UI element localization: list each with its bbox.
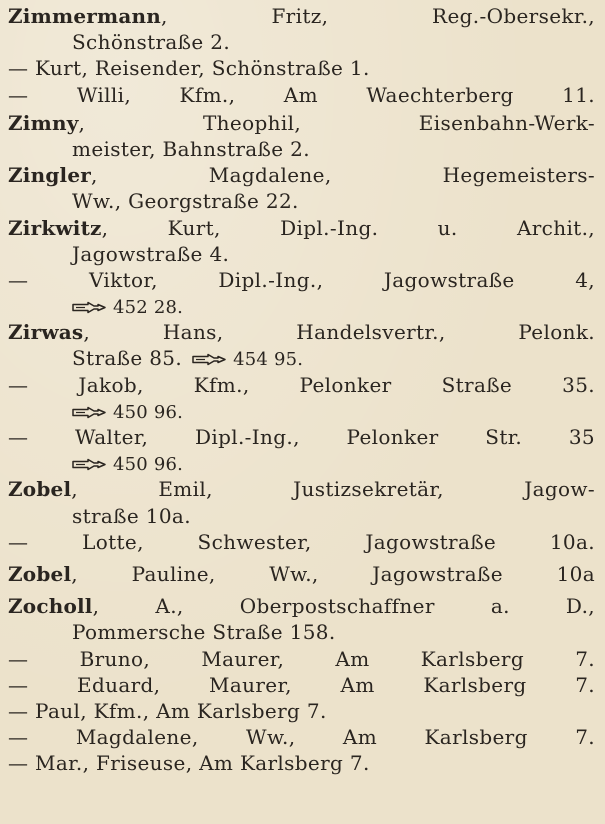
entry-text: — Willi, Kfm., Am Waechterberg 11.	[8, 82, 595, 107]
entry-text: , Pauline, Ww., Jagowstraße 10a	[71, 561, 595, 586]
entry-text: Jagowstraße 4.	[72, 241, 230, 266]
entry-zirwas-walter	[8, 424, 595, 476]
entry-line	[8, 319, 595, 345]
surname: Zimmermann	[8, 4, 161, 28]
entry-zirwas-hans	[8, 319, 595, 371]
entry-text: , Fritz, Reg.-Obersekr.,	[161, 4, 595, 28]
entry-zocholl-bruno	[8, 646, 595, 672]
entry-line	[8, 345, 595, 371]
surname: Zirkwitz	[8, 215, 102, 240]
phone-number: 452 28.	[113, 297, 184, 319]
entry-text: — Magdalene, Ww., Am Karlsberg 7.	[8, 725, 595, 750]
entry-text: , A., Oberpostschaffner a. D.,	[92, 594, 595, 619]
entry-text: , Emil, Justizsekretär, Jagow-	[71, 477, 595, 502]
telephone-icon	[72, 301, 106, 314]
entry-line	[8, 672, 595, 698]
entry-zobel-pauline	[8, 561, 595, 587]
entry-line	[8, 162, 595, 188]
phone-number: 454 95.	[233, 349, 304, 371]
entry-line	[8, 424, 595, 450]
telephone-icon	[72, 406, 106, 419]
entry-zocholl-eduard	[8, 672, 595, 698]
entry-line	[8, 3, 595, 29]
entry-zirwas-jakob	[8, 372, 595, 424]
entry-line	[8, 267, 595, 293]
entry-zimmermann-kurt	[8, 55, 595, 81]
entry-text: — Kurt, Reisender, Schönstraße 1.	[8, 56, 370, 81]
entry-zobel-lotte	[8, 529, 595, 555]
entry-text: Ww., Georgstraße 22.	[72, 189, 299, 214]
entry-text: , Magdalene, Hegemeisters-	[90, 163, 595, 188]
entry-line	[8, 82, 595, 108]
entry-zirkwitz-viktor	[8, 267, 595, 319]
entry-zocholl-paul	[8, 698, 595, 724]
entry-line	[8, 241, 595, 267]
entry-text: Schönstraße 2.	[72, 30, 231, 55]
entry-zirkwitz-kurt	[8, 215, 595, 267]
entry-text: — Mar., Friseuse, Am Karlsberg 7.	[8, 751, 370, 776]
phone-number: 450 96.	[113, 454, 184, 476]
entry-text: straße 10a.	[72, 503, 191, 528]
entry-zocholl-magdalene	[8, 724, 595, 750]
phone-number: 450 96.	[113, 401, 184, 423]
entry-zimmermann-fritz	[8, 3, 595, 55]
entry-zocholl-mar	[8, 750, 595, 776]
entry-text: , Hans, Handelsvertr., Pelonk.	[83, 320, 595, 345]
entry-text: Pommersche Straße 158.	[72, 620, 336, 645]
entry-line	[8, 646, 595, 672]
entry-line	[8, 372, 595, 398]
entry-text: — Viktor, Dipl.-Ing., Jagowstraße 4,	[8, 267, 595, 292]
entry-zobel-emil	[8, 476, 595, 528]
entry-line	[8, 724, 595, 750]
surname: Zingler	[8, 163, 91, 188]
entry-text: — Bruno, Maurer, Am Karlsberg 7.	[8, 646, 595, 671]
entry-text: , Theophil, Eisenbahn-Werk-	[78, 110, 595, 135]
telephone-icon	[192, 353, 226, 366]
entry-text: — Walter, Dipl.-Ing., Pelonker Str. 35	[8, 425, 595, 449]
entry-line	[8, 188, 595, 214]
entry-line	[8, 110, 595, 136]
entry-line	[8, 398, 595, 424]
entry-text: — Lotte, Schwester, Jagowstraße 10a.	[8, 529, 595, 554]
entry-line	[8, 561, 595, 587]
entry-text: — Jakob, Kfm., Pelonker Straße 35.	[8, 372, 595, 397]
entry-line	[8, 529, 595, 555]
entry-line	[8, 293, 595, 319]
entry-zimmermann-willi	[8, 82, 595, 108]
entry-line	[8, 750, 595, 776]
entry-zimny-theophil	[8, 110, 595, 162]
entry-line	[8, 698, 595, 724]
entry-text: — Paul, Kfm., Am Karlsberg 7.	[8, 698, 327, 723]
entry-zocholl-a	[8, 593, 595, 645]
surname: Zobel	[8, 561, 72, 586]
entry-text: — Eduard, Maurer, Am Karlsberg 7.	[8, 672, 595, 697]
entry-line	[8, 476, 595, 502]
entry-line	[8, 136, 595, 162]
entry-line	[8, 450, 595, 476]
entry-line	[8, 619, 595, 645]
entry-zingler-magdalene	[8, 162, 595, 214]
entry-text: , Kurt, Dipl.-Ing. u. Archit.,	[101, 215, 595, 240]
entry-line	[8, 29, 595, 55]
surname: Zobel	[8, 477, 72, 502]
entry-line	[8, 503, 595, 529]
entry-text: meister, Bahnstraße 2.	[72, 136, 310, 161]
entry-line	[8, 55, 595, 81]
surname: Zimny	[8, 110, 79, 135]
surname: Zirwas	[8, 320, 84, 345]
entry-line	[8, 593, 595, 619]
surname: Zocholl	[8, 594, 93, 619]
entry-text: Straße 85.	[72, 346, 183, 371]
entry-line	[8, 215, 595, 241]
telephone-icon	[72, 458, 106, 471]
